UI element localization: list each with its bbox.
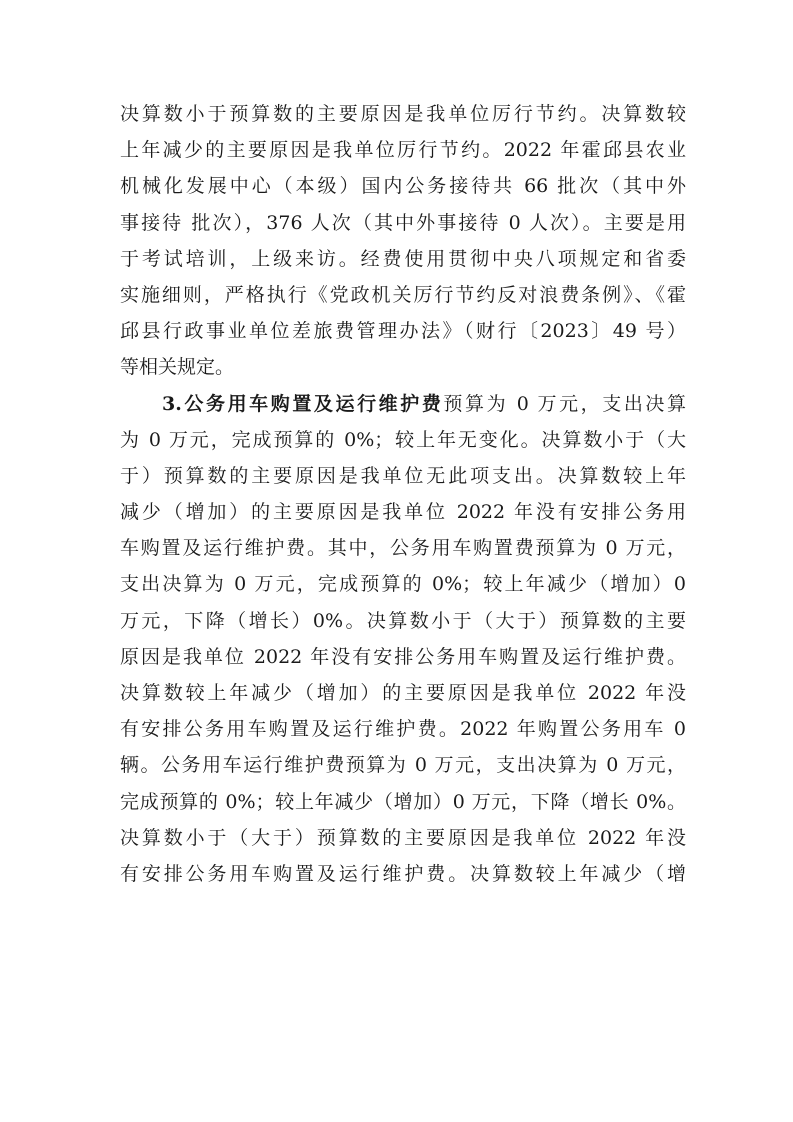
section-heading: 3.公务用车购置及运行维护费	[162, 392, 444, 415]
text-line: 有安排公务用车购置及运行维护费。决算数较上年减少（增	[120, 862, 686, 885]
text-fragment: 预算为 0 万元，支出决算	[443, 392, 686, 415]
text-line: 车购置及运行维护费。其中，公务用车购置费预算为 0 万元，	[120, 537, 686, 560]
body-text	[120, 96, 686, 892]
text-line: 辆。公务用车运行维护费预算为 0 万元，支出决算为 0 万元，	[120, 754, 686, 777]
text-line: 支出决算为 0 万元，完成预算的 0%；较上年减少（增加）0	[120, 573, 686, 596]
text-line: 有安排公务用车购置及运行维护费。2022 年购置公务用车 0	[120, 718, 686, 741]
text-line: 决算数较上年减少（增加）的主要原因是我单位 2022 年没	[120, 682, 686, 704]
text-line: 原因是我单位 2022 年没有安排公务用车购置及运行维护费。	[120, 645, 686, 668]
text-line: 为 0 万元，完成预算的 0%；较上年无变化。决算数小于（大	[120, 428, 686, 451]
text-line: 完成预算的 0%；较上年减少（增加）0 万元，下降（增长 0%。	[120, 790, 686, 813]
text-line: 上年减少的主要原因是我单位厉行节约。2022 年霍邱县农业	[120, 139, 686, 162]
text-line: 减少（增加）的主要原因是我单位 2022 年没有安排公务用	[120, 501, 686, 524]
paragraph-first-line	[120, 386, 686, 422]
paragraph-hospitality	[120, 96, 686, 386]
text-line: 于考试培训，上级来访。经费使用贯彻中央八项规定和省委	[120, 247, 686, 270]
text-line: 等相关规定。	[120, 356, 235, 379]
text-line: 于）预算数的主要原因是我单位无此项支出。决算数较上年	[120, 464, 686, 487]
text-line: 邱县行政事业单位差旅费管理办法》（财行〔2023〕49 号）	[120, 320, 686, 343]
text-line: 事接待 批次），376 人次（其中外事接待 0 人次）。主要是用	[120, 211, 686, 234]
text-line: 决算数小于预算数的主要原因是我单位厉行节约。决算数较	[120, 103, 686, 125]
text-line: 决算数小于（大于）预算数的主要原因是我单位 2022 年没	[120, 826, 686, 849]
text-line: 机械化发展中心（本级）国内公务接待共 66 批次（其中外	[120, 175, 686, 198]
text-line: 万元，下降（增长）0%。决算数小于（大于）预算数的主要	[120, 609, 686, 632]
paragraph-vehicle-costs	[120, 386, 686, 893]
text-line: 实施细则，严格执行《党政机关厉行节约反对浪费条例》、《霍	[120, 283, 686, 306]
